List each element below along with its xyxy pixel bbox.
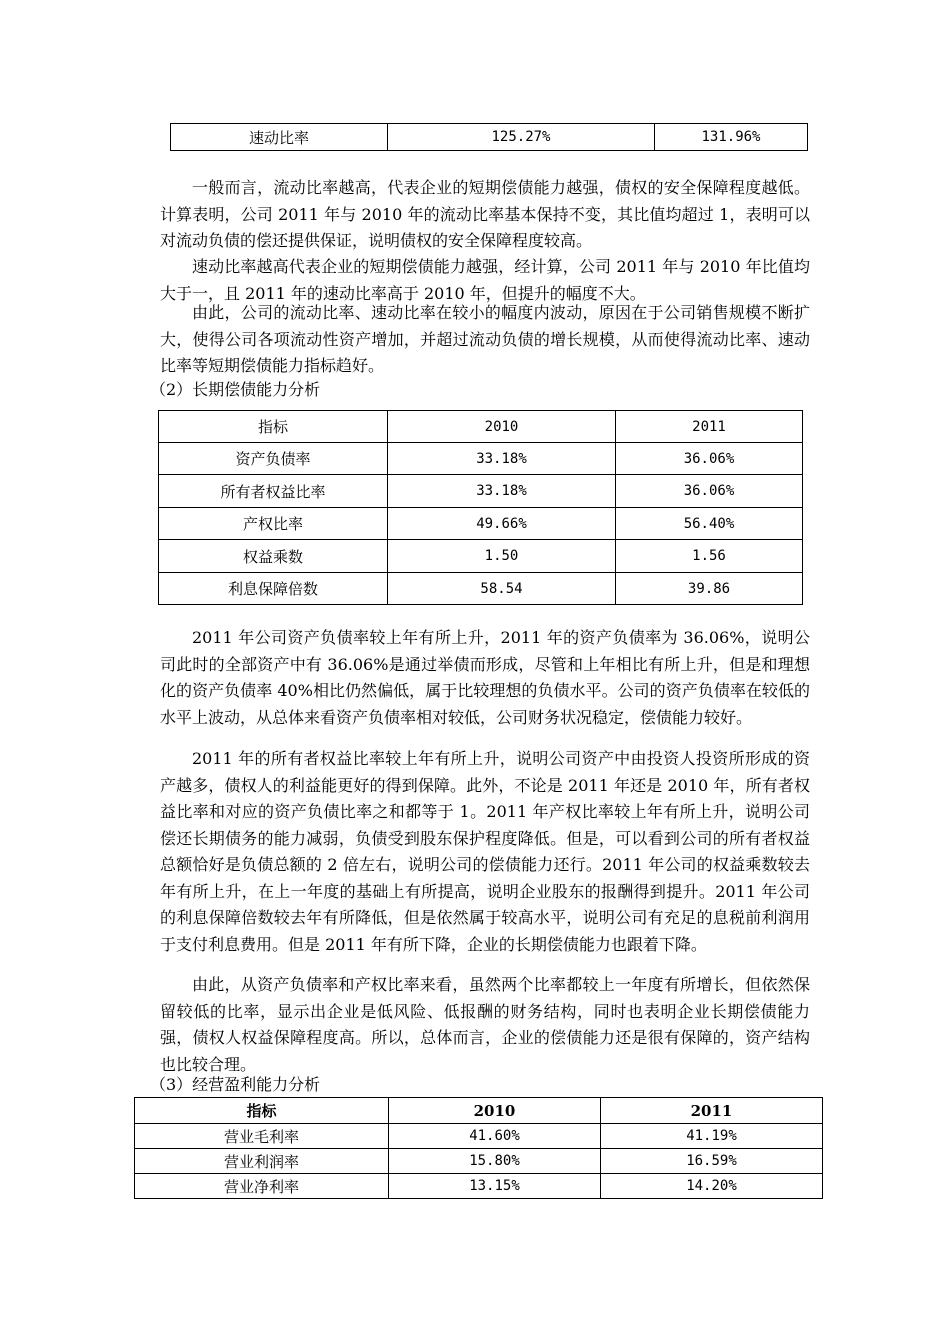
table-cell: 16.59%: [601, 1149, 823, 1174]
table-cell: 33.18%: [388, 443, 616, 475]
table-cell: 41.60%: [389, 1124, 601, 1149]
column-header: 2010: [389, 1098, 601, 1124]
section-heading: （2）长期偿债能力分析: [150, 380, 321, 399]
table-cell: 营业利润率: [135, 1149, 389, 1174]
table-cell: 1.50: [388, 540, 616, 573]
paragraph: 2011 年的所有者权益比率较上年有所上升，说明公司资产中由投资人投资所形成的资产越多，债权人的利益能更好的得到保障。此外，不论是 2011 年还是 2010 年，所有者权益比率和对应的资产负债比率之和都等于 1。2011 年产权比率较上年有所上升，说明公司偿还长期债务的能力减弱，负债受到股东保护程度降低。但是，可以看到公司的所有者权益总额恰好是负债总额的 2 倍左右，说明公司的偿债能力还行。2011 年公司的权益乘数较去年有所上升，在上一年度的基础上有所提高，说明企业股东的报酬得到提升。2011 年公司的利息保障倍数较去年有所降低，但是依然属于较高水平，说明公司有充足的息税前利润用于支付利息费用。但是 2011 年有所下降，企业的长期偿债能力也跟着下降。: [160, 749, 810, 954]
table-row: [159, 573, 803, 605]
table-cell: 41.19%: [601, 1124, 823, 1149]
column-header: 2011: [616, 411, 803, 443]
paragraph: 由此，公司的流动比率、速动比率在较小的幅度内波动，原因在于公司销售规模不断扩大，使得公司各项流动性资产增加，并超过流动负债的增长规模，从而使得流动比率、速动比率等短期偿债能力指标趋好。: [160, 303, 810, 375]
liquidity-table-tail: [170, 123, 808, 151]
table-row: [159, 475, 803, 508]
column-header: 2010: [388, 411, 616, 443]
table-cell: 36.06%: [616, 443, 803, 475]
paragraph: 2011 年公司资产负债率较上年有所上升，2011 年的资产负债率为 36.06%，说明公司此时的全部资产中有 36.06%是通过举债而形成，尽管和上年相比有所上升，但是和理想化的资产负债率 40%相比仍然偏低，属于比较理想的负债水平。公司的资产负债率在较低的水平上波动，从总体来看资产负债率相对较低，公司财务状况稳定，偿债能力较好。: [160, 628, 810, 727]
table-cell: 39.86: [616, 573, 803, 605]
table-row: [159, 540, 803, 573]
table-row: [159, 443, 803, 475]
paragraph: 由此，从资产负债率和产权比率来看，虽然两个比率都较上一年度有所增长，但依然保留较低的比率，显示出企业是低风险、低报酬的财务结构，同时也表明企业长期偿债能力强，债权人权益保障程度高。所以，总体而言，企业的偿债能力还是很有保障的，资产结构也比较合理。: [160, 975, 810, 1074]
table-cell: 58.54: [388, 573, 616, 605]
table-cell: 所有者权益比率: [159, 475, 388, 508]
table-row: [159, 508, 803, 540]
column-header: 指标: [159, 411, 388, 443]
table-cell: 125.27%: [388, 124, 655, 151]
table-cell: 营业毛利率: [135, 1124, 389, 1149]
table-row: [135, 1174, 823, 1199]
table-cell: 36.06%: [616, 475, 803, 508]
table-header-row: [135, 1098, 823, 1124]
table-cell: 1.56: [616, 540, 803, 573]
section-heading: （3）经营盈利能力分析: [150, 1075, 321, 1094]
table-cell: 13.15%: [389, 1174, 601, 1199]
table-cell: 33.18%: [388, 475, 616, 508]
long-term-solvency-table: [158, 410, 803, 605]
table-cell: 权益乘数: [159, 540, 388, 573]
table-cell: 资产负债率: [159, 443, 388, 475]
table-cell: 营业净利率: [135, 1174, 389, 1199]
table-row: [135, 1124, 823, 1149]
column-header: 2011: [601, 1098, 823, 1124]
table-row: [135, 1149, 823, 1174]
paragraph: 一般而言，流动比率越高，代表企业的短期偿债能力越强，债权的安全保障程度越低。计算表明，公司 2011 年与 2010 年的流动比率基本保持不变，其比值均超过 1，表明可以对流动负债的偿还提供保证，说明债权的安全保障程度较高。: [160, 178, 810, 250]
table-row: [171, 124, 808, 151]
table-header-row: [159, 411, 803, 443]
table-cell: 14.20%: [601, 1174, 823, 1199]
table-cell: 131.96%: [655, 124, 808, 151]
profitability-table: [134, 1097, 823, 1199]
column-header: 指标: [135, 1098, 389, 1124]
table-cell: 15.80%: [389, 1149, 601, 1174]
table-cell: 产权比率: [159, 508, 388, 540]
table-cell: 56.40%: [616, 508, 803, 540]
table-cell: 速动比率: [171, 124, 388, 151]
table-cell: 利息保障倍数: [159, 573, 388, 605]
table-cell: 49.66%: [388, 508, 616, 540]
paragraph: 速动比率越高代表企业的短期偿债能力越强，经计算，公司 2011 年与 2010 年比值均大于一，且 2011 年的速动比率高于 2010 年，但提升的幅度不大。: [160, 257, 810, 303]
